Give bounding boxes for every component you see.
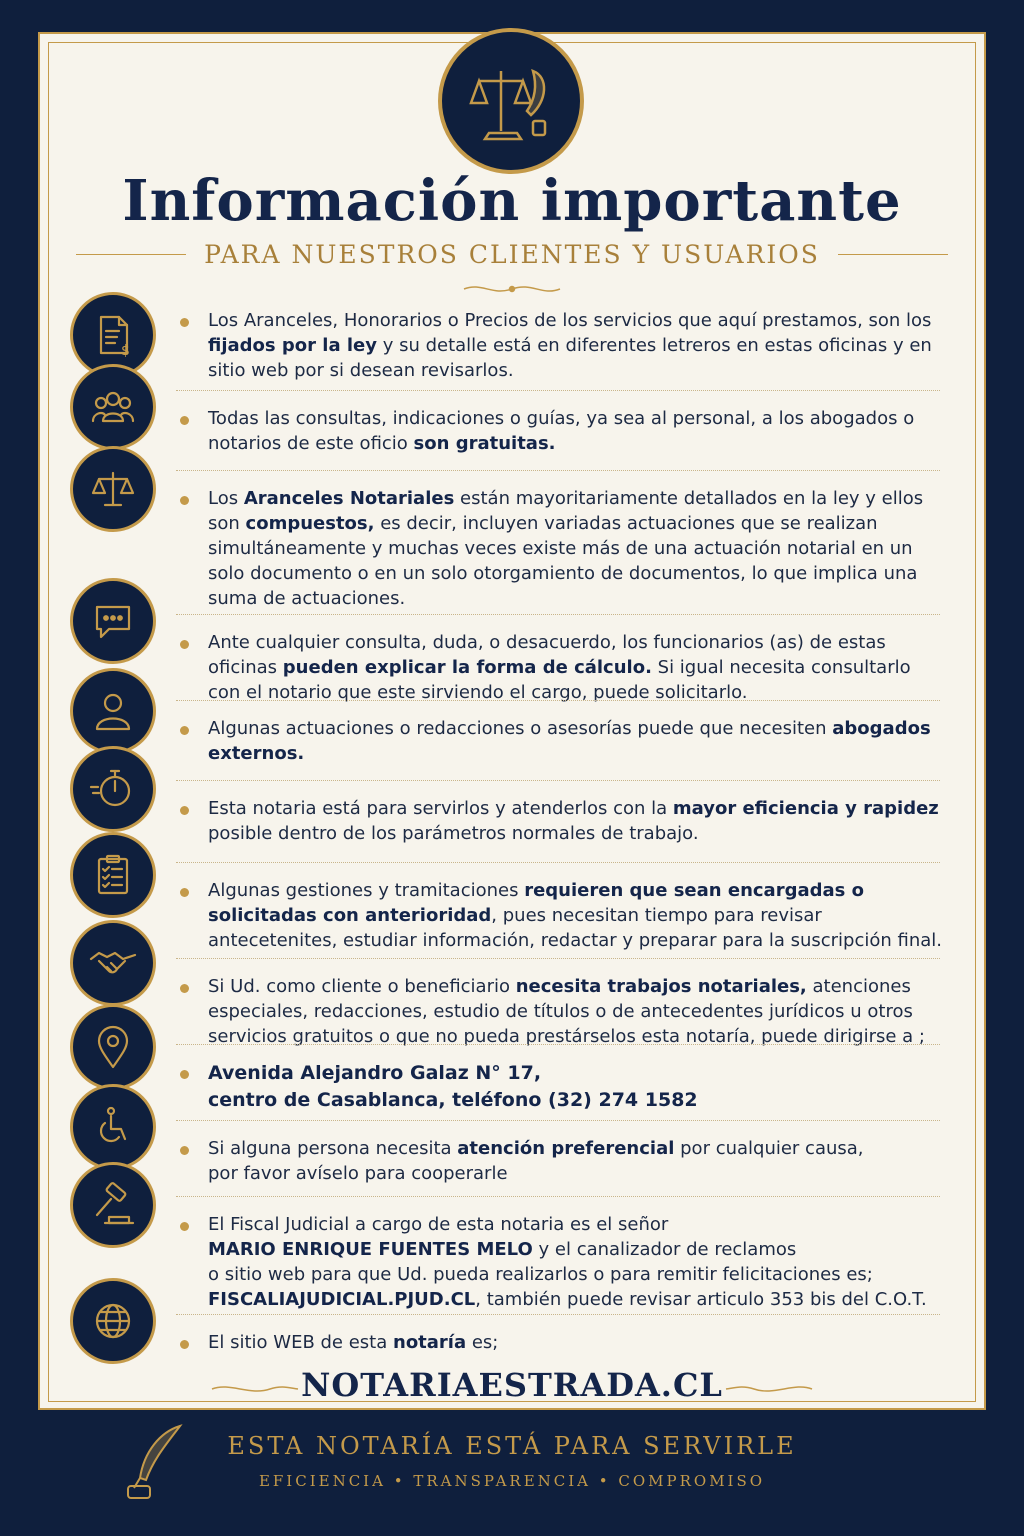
footer-title: ESTA NOTARÍA ESTÁ PARA SERVIRLE xyxy=(227,1432,797,1460)
item-separator xyxy=(176,700,940,701)
wheelchair-icon xyxy=(70,1084,156,1170)
item-text xyxy=(208,1060,948,1114)
item-text xyxy=(208,486,948,611)
body-text: , también puede revisar articulo 353 bis del C.O.T. xyxy=(475,1289,927,1310)
body-text: Ante cualquier consulta, duda, o desacuerdo, los funcionarios (as) de estas oficinas xyxy=(208,632,886,678)
bullet-dot xyxy=(180,888,189,897)
emphasis-text: pueden explicar la forma de cálculo. xyxy=(282,657,652,678)
item-separator xyxy=(176,1314,940,1315)
subtitle-rule-left xyxy=(76,254,186,255)
body-text: Los Aranceles, Honorarios o Precios de los servicios que aquí prestamos, son los xyxy=(208,310,932,331)
body-text: Si igual necesita consultarlo con el notario que este sirviendo el cargo, puede solicitarlo. xyxy=(208,657,911,703)
stopwatch-icon xyxy=(70,746,156,832)
item-separator xyxy=(176,390,940,391)
subtitle-rule-right xyxy=(838,254,948,255)
body-text: Si alguna persona necesita xyxy=(208,1138,458,1159)
body-text: y el canalizador de reclamos xyxy=(532,1239,797,1260)
item-separator xyxy=(176,862,940,863)
emphasis-text: abogados externos. xyxy=(208,718,931,764)
body-text: posible dentro de los parámetros normales de trabajo. xyxy=(208,823,699,844)
person-icon xyxy=(70,668,156,754)
svg-text:$: $ xyxy=(121,343,130,359)
item-text xyxy=(208,406,948,456)
emphasis-text: FISCALIAJUDICIAL.PJUD.CL xyxy=(208,1289,476,1310)
body-text: Esta notaria está para servirlos y atenderlos con la xyxy=(208,798,673,819)
body-text: Todas las consultas, indicaciones o guías, ya sea al personal, a los abogados o notarios de este oficio xyxy=(208,408,915,454)
item-text xyxy=(208,716,948,766)
website-flourish-right-icon xyxy=(724,1380,814,1398)
item-text xyxy=(208,1136,948,1186)
people-group-icon xyxy=(70,364,156,450)
bullet-dot xyxy=(180,1146,189,1155)
bullet-dot xyxy=(180,806,189,815)
emphasis-text: atención preferencial xyxy=(457,1138,675,1159)
clipboard-checklist-icon xyxy=(70,832,156,918)
emphasis-text: son gratuitas. xyxy=(413,433,556,454)
item-separator xyxy=(176,470,940,471)
body-text: y su detalle está en diferentes letreros en estas oficinas y en sitio web por si desean revisarlos. xyxy=(208,335,932,381)
body-text: Si Ud. como cliente o beneficiario xyxy=(208,976,516,997)
bullet-dot xyxy=(180,640,189,649)
flourish-ornament-icon xyxy=(462,280,562,298)
bullet-dot xyxy=(180,496,189,505)
body-text: Los xyxy=(208,488,244,509)
bullet-dot xyxy=(180,1340,189,1349)
bullet-dot xyxy=(180,984,189,993)
item-text xyxy=(208,974,948,1049)
item-text xyxy=(208,308,948,383)
emphasis-text: notaría xyxy=(393,1332,467,1353)
bullet-dot xyxy=(180,416,189,425)
item-separator xyxy=(176,1120,940,1121)
gavel-icon xyxy=(70,1162,156,1248)
emphasis-text: requieren que sean encargadas o solicitadas con anterioridad xyxy=(208,880,864,926)
item-text xyxy=(208,796,948,846)
item-separator xyxy=(176,958,940,959)
emphasis-text: centro de Casablanca, teléfono (32) 274 1582 xyxy=(208,1089,698,1111)
scales-icon xyxy=(70,446,156,532)
bullet-dot xyxy=(180,1070,189,1079)
body-text: Algunas gestiones y tramitaciones xyxy=(208,880,525,901)
item-text xyxy=(208,1330,948,1355)
body-text: es; xyxy=(466,1332,499,1353)
emphasis-text: fijados por la ley xyxy=(208,335,377,356)
item-separator xyxy=(176,614,940,615)
body-text: o sitio web para que Ud. pueda realizarlos o para remitir felicitaciones es; xyxy=(208,1264,873,1285)
body-text: por cualquier causa, xyxy=(674,1138,864,1159)
emphasis-text: MARIO ENRIQUE FUENTES MELO xyxy=(208,1239,533,1260)
emphasis-text: mayor eficiencia y rapidez xyxy=(672,798,939,819)
body-text: Algunas actuaciones o redacciones o asesorías puede que necesiten xyxy=(208,718,833,739)
chat-bubble-icon xyxy=(70,578,156,664)
website-url[interactable]: NOTARIAESTRADA.CL xyxy=(301,1366,723,1404)
body-text: , pues necesitan tiempo para revisar antecetenites, estudiar información, redactar y preparar para la suscripción final. xyxy=(208,905,943,951)
emphasis-text: Avenida Alejandro Galaz N° 17, xyxy=(208,1062,542,1084)
item-separator xyxy=(176,780,940,781)
footer-tagline: EFICIENCIA • TRANSPARENCIA • COMPROMISO xyxy=(258,1472,766,1490)
page-title: Información importante xyxy=(122,168,902,234)
bullet-dot xyxy=(180,1222,189,1231)
subtitle-row xyxy=(0,240,1024,269)
location-pin-icon xyxy=(70,1004,156,1090)
body-text: atenciones especiales, redacciones, estudio de títulos o de antecedentes jurídicos u otros servicios gratuitos o que no pueda prestárselos esta notaría, puede dirigirse a ; xyxy=(208,976,925,1047)
item-separator xyxy=(176,1044,940,1045)
body-text: El sitio WEB de esta xyxy=(208,1332,393,1353)
bullet-dot xyxy=(180,726,189,735)
bullet-dot xyxy=(180,318,189,327)
justice-emblem-icon xyxy=(438,28,584,174)
body-text: están mayoritariamente detallados en la ley y ellos son xyxy=(208,488,924,534)
body-text: por favor avíselo para cooperarle xyxy=(208,1163,508,1184)
page-subtitle: PARA NUESTROS CLIENTES Y USUARIOS xyxy=(204,240,820,269)
globe-icon xyxy=(70,1278,156,1364)
item-text xyxy=(208,878,948,953)
item-text xyxy=(208,630,948,705)
emphasis-text: necesita trabajos notariales, xyxy=(515,976,807,997)
emphasis-text: Aranceles Notariales xyxy=(243,488,455,509)
item-text xyxy=(208,1212,948,1312)
body-text: El Fiscal Judicial a cargo de esta notaria es el señor xyxy=(208,1214,669,1235)
item-separator xyxy=(176,1196,940,1197)
emphasis-text: compuestos, xyxy=(245,513,375,534)
body-text: es decir, incluyen variadas actuaciones que se realizan simultáneamente y muchas veces existe más de una actuación notarial en un solo documento o en un solo otorgamiento de documentos, lo que implica una suma de actuaciones. xyxy=(208,513,918,609)
handshake-icon xyxy=(70,920,156,1006)
